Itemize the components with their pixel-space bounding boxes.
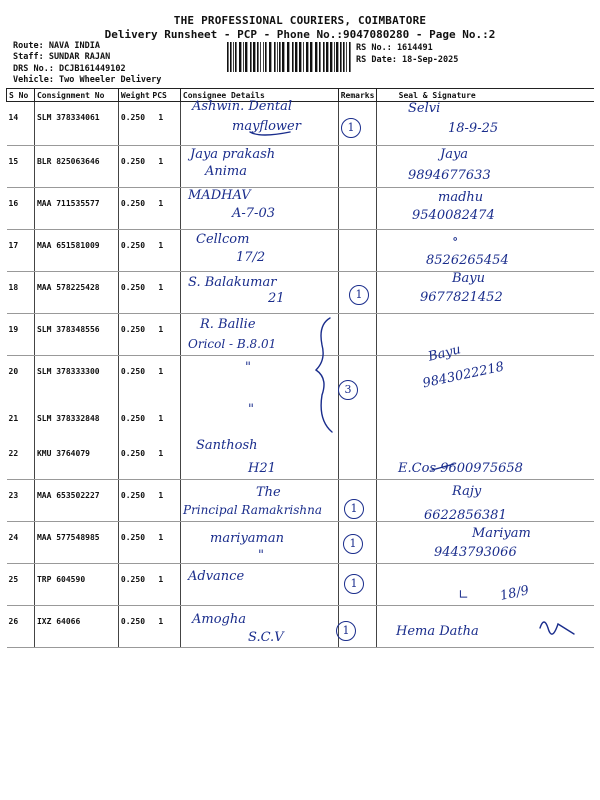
consignee-14-name: Ashwin. Dental	[192, 99, 292, 114]
signature-16-name: madhu	[438, 190, 484, 205]
barcode-bar	[310, 42, 312, 72]
row-weight: 0.250	[118, 356, 150, 398]
row-sno: 22	[7, 438, 35, 480]
row-sno: 15	[7, 146, 35, 188]
remark-23: 1	[344, 499, 364, 519]
row-weight: 0.250	[118, 438, 150, 480]
header-signature: Seal & Signature	[376, 89, 594, 102]
header-consignment: Consignment No	[34, 89, 118, 102]
table-row	[7, 356, 595, 398]
row-signature	[376, 564, 594, 606]
row-pcs: 1	[150, 606, 180, 648]
barcode-bar	[260, 42, 261, 72]
row-sno: 20	[8, 367, 19, 376]
row-weight: 0.250	[118, 230, 150, 272]
route-label: Route: NAVA INDIA	[13, 41, 100, 51]
consignee-24-ditto: "	[258, 548, 264, 563]
document-subtitle: Delivery Runsheet - PCP - Phone No.:9047080280 - Page No.:2	[104, 28, 496, 41]
signature-17-phone: 8526265454	[426, 253, 509, 268]
signature-15-phone: 9894677633	[408, 168, 491, 183]
remark-14: 1	[341, 118, 361, 138]
document-title: THE PROFESSIONAL COURIERS, COIMBATORE	[173, 14, 427, 27]
row-sno: 18	[7, 272, 35, 314]
barcode-bar	[330, 42, 332, 72]
row-remarks	[338, 230, 376, 272]
row-pcs: 1	[150, 102, 180, 146]
table-row	[7, 146, 595, 188]
barcode-bar	[277, 42, 278, 72]
row-remarks	[338, 398, 376, 438]
row-consignment: MAA 711535577	[34, 188, 118, 230]
consignee-25: Advance	[188, 569, 245, 584]
barcode-bar	[239, 42, 241, 72]
consignee-20-ditto: "	[245, 360, 251, 375]
row-pcs: 1	[150, 230, 180, 272]
row-weight: 0.250	[118, 146, 150, 188]
consignee-24-name: mariyaman	[210, 531, 284, 546]
row-weight: 0.250	[118, 522, 150, 564]
row-pcs: 1	[150, 522, 180, 564]
row-pcs: 1	[158, 367, 164, 376]
barcode-bar	[227, 42, 229, 72]
row-pcs: 1	[150, 438, 180, 480]
row-weight: 0.250	[118, 564, 150, 606]
remark-26: 1	[336, 621, 356, 641]
signature-18-name: Bayu	[452, 271, 486, 286]
consignee-16-name: MADHAV	[188, 188, 251, 203]
consignee-23-name: The	[256, 485, 281, 500]
row-consignment: SLM 378332848	[34, 398, 118, 438]
row-sno: 24	[7, 522, 35, 564]
barcode-bar	[319, 42, 321, 72]
row-weight: 0.250	[118, 480, 150, 522]
barcode-bar	[292, 42, 294, 72]
row-consignment: SLM 378348556	[34, 314, 118, 356]
signature-24-name: Mariyam	[472, 526, 531, 541]
row-consignment: MAA 577548985	[34, 522, 118, 564]
header-sno: S No	[7, 89, 35, 102]
vehicle-label: Vehicle: Two Wheeler Delivery	[13, 75, 162, 85]
runsheet-table	[6, 88, 594, 648]
barcode-bar	[245, 42, 247, 72]
barcode-bar	[263, 42, 264, 72]
barcode-bar	[349, 42, 351, 72]
barcode-bar	[253, 42, 255, 72]
row-weight: 0.250	[118, 606, 150, 648]
row-pcs: 1	[150, 564, 180, 606]
barcode-bar	[303, 42, 304, 72]
row-consignment: MAA 578225428	[34, 272, 118, 314]
consignee-21-ditto: "	[248, 402, 254, 417]
signature-26: Hema Datha	[396, 624, 479, 639]
barcode-bar	[295, 42, 297, 72]
consignee-19-address: Oricol - B.8.01	[188, 337, 277, 351]
row-sno: 17	[7, 230, 35, 272]
remark-25: 1	[344, 574, 364, 594]
barcode-bar	[235, 42, 237, 72]
header-consignee: Consignee Details	[180, 89, 338, 102]
signature-20-phone: 9843022218	[421, 359, 506, 392]
row-remarks	[338, 438, 376, 480]
signature-25-mark: ∟	[458, 588, 469, 603]
rs-number: RS No.: 1614491	[356, 43, 433, 53]
row-sno: 23	[7, 480, 35, 522]
row-pcs: 1	[158, 413, 164, 423]
barcode	[227, 42, 353, 72]
row-weight: 0.250	[118, 272, 150, 314]
signature-15-name: Jaya	[440, 147, 469, 162]
row-consignment: KMU 3764079	[34, 438, 118, 480]
consignee-15-address: Anima	[205, 164, 247, 179]
barcode-bar	[282, 42, 284, 72]
row-pcs: 1	[150, 272, 180, 314]
remark-18: 1	[349, 285, 369, 305]
table-row	[7, 188, 595, 230]
row-pcs: 1	[150, 480, 180, 522]
table-header-row	[7, 89, 595, 102]
row-pcs: 1	[150, 188, 180, 230]
remark-20: 3	[338, 380, 358, 400]
table-row	[7, 398, 595, 438]
barcode-bar	[230, 42, 232, 72]
table-row	[7, 314, 595, 356]
barcode-bar	[343, 42, 345, 72]
barcode-bar	[346, 42, 347, 72]
signature-14-name: Selvi	[408, 101, 441, 116]
row-consignment: IXZ 64066	[34, 606, 118, 648]
barcode-bar	[257, 42, 259, 72]
signature-14-date: 18-9-25	[448, 121, 499, 136]
consignee-26-address: S.C.V	[248, 630, 284, 645]
barcode-bar	[269, 42, 271, 72]
drs-label: DRS No.: DCJB161449102	[13, 64, 126, 74]
consignee-26-name: Amogha	[192, 612, 246, 627]
barcode-bar	[250, 42, 252, 72]
consignee-17-name: Cellcom	[196, 232, 250, 247]
barcode-bar	[279, 42, 281, 72]
row-consignment: BLR 825063646	[34, 146, 118, 188]
signature-17-mark: ∘	[452, 232, 459, 247]
row-weight: 0.250	[118, 398, 150, 438]
row-consignment: MAA 653502227	[34, 480, 118, 522]
consignee-22-address: H21	[248, 461, 276, 476]
barcode-bar	[243, 42, 244, 72]
consignee-17-address: 17/2	[236, 250, 266, 265]
barcode-bar	[274, 42, 276, 72]
consignee-19-name: R. Ballie	[200, 317, 256, 332]
barcode-bar	[334, 42, 335, 72]
row-pcs: 1	[150, 314, 180, 356]
signature-23-name: Rajy	[452, 484, 482, 499]
consignee-15-name: Jaya prakash	[190, 147, 276, 162]
row-weight: 0.250	[118, 188, 150, 230]
table-row	[7, 272, 595, 314]
row-signature	[376, 314, 594, 356]
row-consignee	[180, 398, 338, 438]
row-remarks	[338, 314, 376, 356]
header-pcs: PCS	[150, 89, 180, 102]
barcode-bar	[336, 42, 338, 72]
signature-23-phone: 6622856381	[424, 508, 507, 523]
header-remarks: Remarks	[338, 89, 376, 102]
signature-22: E.Cos 9600975658	[398, 461, 523, 476]
staff-label: Staff: SUNDAR RAJAN	[13, 52, 111, 62]
row-consignment: MAA 651581009	[34, 230, 118, 272]
barcode-bar	[306, 42, 308, 72]
consignee-16-address: A-7-03	[232, 206, 275, 221]
row-consignment: SLM 378334061	[34, 102, 118, 146]
rs-date: RS Date: 18-Sep-2025	[356, 55, 459, 65]
barcode-bar	[326, 42, 328, 72]
barcode-bar	[340, 42, 342, 72]
table-row	[7, 606, 595, 648]
barcode-bar	[299, 42, 301, 72]
signature-16-phone: 9540082474	[412, 208, 495, 223]
row-sno: 26	[7, 606, 35, 648]
row-sno: 16	[7, 188, 35, 230]
row-sno: 21	[8, 413, 19, 423]
barcode-bar	[233, 42, 234, 72]
remark-24: 1	[343, 534, 363, 554]
consignee-14-address: mayflower	[232, 119, 301, 134]
consignee-22-name: Santhosh	[196, 438, 258, 453]
row-consignee	[180, 356, 338, 398]
row-consignment: SLM 378333300	[34, 356, 118, 398]
barcode-bar	[323, 42, 325, 72]
barcode-bar	[265, 42, 267, 72]
consignee-23-address: Principal Ramakrishna	[183, 503, 323, 517]
signature-20-name: Bayu	[426, 342, 463, 365]
row-sno: 19	[7, 314, 35, 356]
signature-25-date: 18/9	[498, 583, 531, 604]
row-sno: 14	[7, 102, 35, 146]
barcode-bar	[315, 42, 317, 72]
consignee-18-name: S. Balakumar	[188, 275, 277, 290]
row-remarks	[338, 188, 376, 230]
barcode-bar	[287, 42, 289, 72]
consignee-18-address: 21	[268, 291, 285, 306]
row-weight: 0.250	[118, 314, 150, 356]
signature-18-phone: 9677821452	[420, 290, 503, 305]
row-sno: 25	[7, 564, 35, 606]
signature-24-phone: 9443793066	[434, 545, 517, 560]
header-weight: Weight	[118, 89, 150, 102]
row-consignment: TRP 604590	[34, 564, 118, 606]
row-weight: 0.250	[118, 102, 150, 146]
row-pcs: 1	[150, 146, 180, 188]
row-remarks	[338, 146, 376, 188]
row-signature	[376, 398, 594, 438]
